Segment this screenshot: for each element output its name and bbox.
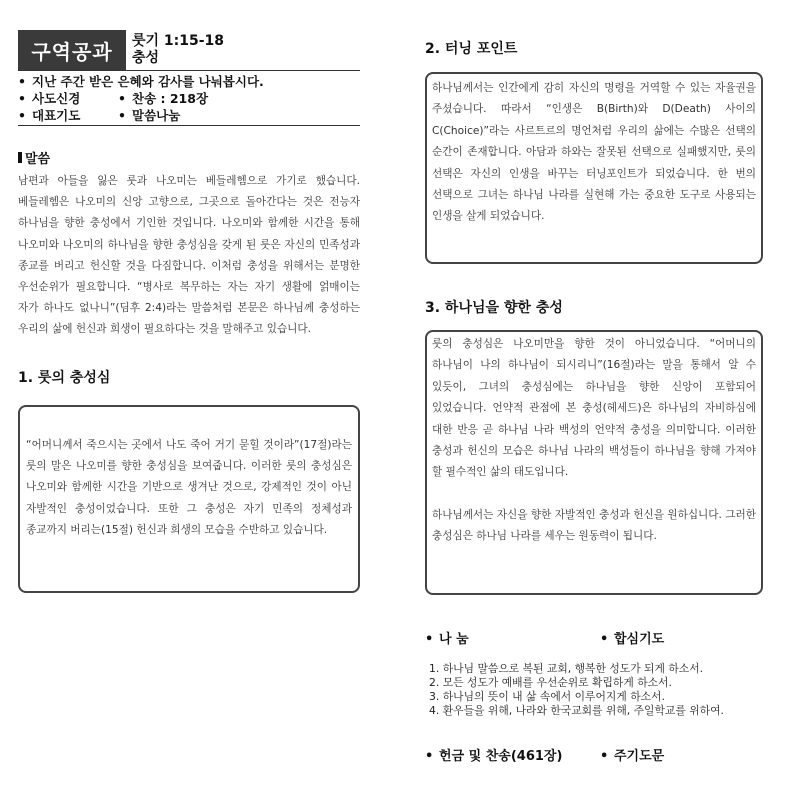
lesson-subtitle: 충성: [132, 50, 160, 66]
prayer-list: [429, 662, 724, 718]
bullet-icon: •: [118, 108, 126, 123]
scripture-reference: 룻기 1:15-18: [132, 33, 225, 49]
closing-item: [425, 628, 600, 647]
bullet-icon: •: [18, 91, 26, 106]
closing-item: [425, 745, 600, 764]
order-item-label: 말씀나눔: [132, 108, 181, 123]
closing-item: [600, 745, 664, 764]
section-box: [425, 330, 763, 595]
order-divider: [18, 125, 360, 126]
lords-prayer-label: 주기도문: [614, 749, 665, 764]
closing-item: [600, 628, 664, 647]
prayer-item: 2. 모든 성도가 예배를 우선순위로 확립하게 하소서.: [429, 676, 672, 689]
sermon-text: 남편과 아들을 잃은 룻과 나오미는 베들레헴으로 가기로 했습니다. 베들레헴은 나오미의 신앙 고향으로, 그곳으로 돌아간다는 것은 전능자 하나님을 향한 충성에서 기인한 것입니다. 나오미와 함께한 시간을 통해 나오미와 나오미의 하나님을 향한 충성심을 갖게 된 룻은 자신의 민족성과 종교를 버리고 헌신할 것을 다짐합니다. 이처럼 충성을 위해서는 분명한 우선순위가 필요합니다. “병사로 복무하는 자는 자기 생활에 얽매이는 자가 하나도 없나니”(딤후 2:4)라는 말씀처럼 본문은 하나님께 충성하는 우리의 삶에 헌신과 희생이 필요하다는 것을 말해주고 있습니다.: [18, 175, 360, 336]
sermon-heading: [18, 148, 360, 167]
unison-prayer-label: 합심기도: [614, 632, 665, 647]
section-title: 2. 터닝 포인트: [425, 41, 518, 57]
bullet-icon: •: [18, 108, 26, 123]
section-box: [425, 72, 763, 264]
order-item: [18, 73, 264, 90]
sermon-heading-label: 말씀: [25, 152, 51, 167]
section-body: 하나님께서는 인간에게 감히 자신의 명령을 거역할 수 있는 자율권을 주셨습니다. 따라서 “인생은 B(Birth)와 D(Death) 사이의 C(Choice)”라는 사르트르의 명언처럼 우리의 삶에는 수많은 선택의 순간이 존재합니다. 아담과 하와는 잘못된 선택으로 실패했지만, 룻의 선택은 자신의 인생을 바꾸는 터닝포인트가 되었습니다. 한 번의 선택으로 그녀는 하나님 나라를 실현해 가는 중요한 도구로 사용되는 인생을 살게 되었습니다.: [432, 82, 756, 223]
lesson-badge: 구역공과: [18, 30, 126, 70]
offering-hymn-label: 헌금 및 찬송(461장): [439, 749, 563, 764]
order-item: [118, 107, 180, 124]
bullet-icon: •: [118, 91, 126, 106]
share-label: 나 눔: [439, 632, 469, 647]
order-item: [18, 107, 118, 124]
order-row: [18, 73, 360, 90]
section-title: 3. 하나님을 향한 충성: [425, 300, 563, 316]
order-item: [118, 90, 208, 107]
order-item-label: 사도신경: [32, 91, 81, 106]
prayer-item: 3. 하나님의 뜻이 내 삶 속에서 이루어지게 하소서.: [429, 690, 665, 703]
order-item-label: 지난 주간 받은 은혜와 감사를 나눠봅시다.: [32, 74, 264, 89]
order-row: [18, 90, 360, 107]
section-title: 1. 룻의 충성심: [18, 369, 111, 386]
prayer-item: 4. 환우들을 위해, 나라와 한국교회를 위해, 주일학교를 위하여.: [429, 704, 724, 717]
order-item-label: 찬송 : 218장: [132, 91, 209, 106]
bullet-icon: •: [425, 749, 434, 764]
closing-heading-row: [425, 628, 664, 647]
prayer-item: 1. 하나님 말씀으로 복된 교회, 행복한 성도가 되게 하소서.: [429, 662, 704, 675]
title-block: [18, 30, 360, 70]
order-item: [18, 90, 118, 107]
heading-marker-icon: [18, 152, 22, 163]
order-item-label: 대표기도: [32, 108, 81, 123]
lesson-meta: [126, 30, 224, 70]
section-body: “어머니께서 죽으시는 곳에서 나도 죽어 거기 묻힐 것이라”(17절)라는 룻의 말은 나오미를 향한 충성심을 보여줍니다. 이러한 룻의 충성심은 나오미와 함께한 시간을 기반으로 생겨난 것으로, 강제적인 것이 아닌 자발적인 충성이었습니다. 또한 그 충성은 자기 민족의 정체성과 종교까지 버리는(15절) 헌신과 희생의 모습을 수반하고 있습니다.: [26, 438, 352, 537]
bullet-icon: •: [18, 74, 26, 89]
bullet-icon: •: [600, 749, 609, 764]
title-divider: [18, 70, 360, 71]
bullet-icon: •: [425, 632, 434, 647]
section-box: [18, 405, 360, 593]
order-row: [18, 107, 360, 124]
closing-heading-row: [425, 745, 664, 764]
bullet-icon: •: [600, 632, 609, 647]
section-body: 룻의 충성심은 나오미만을 향한 것이 아니었습니다. “어머니의 하나님이 나의 하나님이 되시리니”(16절)라는 말을 통해서 알 수 있듯이, 그녀의 충성심에는 하나님을 향한 신앙이 포함되어 있었습니다. 언약적 관점에 본 충성(헤세드)은 하나님의 자비하심에 대한 반응 곧 하나님 나라 백성의 언약적 충성을 의미합니다. 이러한 충성과 헌신의 모습은 하나님 나라의 백성들이 하나님을 향해 가져야 할 필수적인 삶의 태도입니다.: [432, 338, 756, 479]
section-body-extra: 하나님께서는 자신을 향한 자발적인 충성과 헌신을 원하십니다. 그러한 충성심은 하나님 나라를 세우는 원동력이 됩니다.: [432, 508, 756, 543]
left-column: [18, 30, 360, 593]
order-of-service: [18, 73, 360, 124]
sermon-body: [18, 171, 360, 341]
